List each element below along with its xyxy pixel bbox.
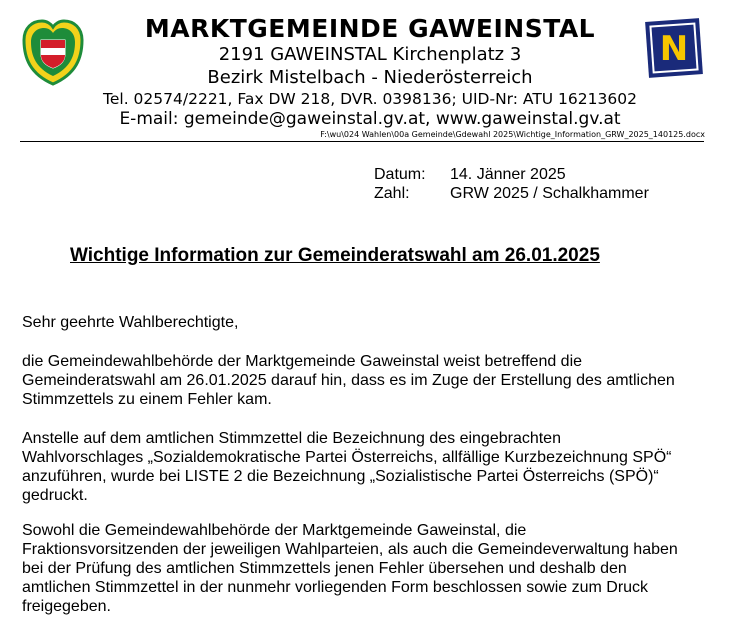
paragraph-line: Wahlvorschlages „Sozialdemokratische Partei Österreichs, allfällige Kurzbezeichnung SPÖ“ — [22, 449, 672, 466]
paragraph-3 — [22, 521, 727, 616]
date-value: 14. Jänner 2025 — [450, 166, 566, 183]
date-label: Datum: — [374, 166, 426, 183]
paragraph-line: Fraktionsvorsitzenden der jeweiligen Wahlparteien, als auch die Gemeindeverwaltung haben — [22, 541, 678, 558]
reference-value: GRW 2025 / Schalkhammer — [450, 185, 649, 202]
paragraph-line: Stimmzettels zu einem Fehler kam. — [22, 391, 272, 408]
header-divider — [20, 141, 704, 142]
paragraph-line: die Gemeindewahlbehörde der Marktgemeinde Gaweinstal weist betreffend die — [22, 353, 583, 370]
paragraph-1 — [22, 352, 727, 409]
svg-text:N: N — [659, 29, 689, 69]
paragraph-line: freigegeben. — [22, 598, 111, 615]
paragraph-line: anzuführen, wurde bei LISTE 2 die Bezeichnung „Sozialistische Partei Österreichs (SPÖ)“ — [22, 468, 659, 485]
paragraph-line: Sowohl die Gemeindewahlbehörde der Marktgemeinde Gaweinstal, die — [22, 522, 527, 539]
email-web-line: E-mail: gemeinde@gaweinstal.gv.at, www.gaweinstal.gv.at — [119, 109, 621, 129]
paragraph-line: amtlichen Stimmzettel in der nunmehr vorliegenden Form beschlossen sowie zum Druck — [22, 579, 649, 596]
paragraph-line: bei der Prüfung des amtlichen Stimmzettels jenen Fehler übersehen und deshalb den — [22, 560, 627, 577]
paragraph-line: gedruckt. — [22, 487, 88, 504]
reference-label: Zahl: — [374, 185, 410, 202]
contact-line: Tel. 02574/2221, Fax DW 218, DVR. 0398136; UID-Nr: ATU 16213602 — [103, 90, 637, 108]
address-line-2: Bezirk Mistelbach - Niederösterreich — [207, 67, 533, 88]
niederoesterreich-logo-icon — [645, 18, 703, 78]
municipal-crest-icon — [22, 18, 84, 86]
organization-name: MARKTGEMEINDE GAWEINSTAL — [144, 14, 596, 43]
file-path: F:\wu\024 Wahlen\00a Gemeinde\Gdewahl 2025\Wichtige_Information_GRW_2025_140125.docx — [320, 130, 705, 139]
paragraph-line: Gemeinderatswahl am 26.01.2025 darauf hin, dass es im Zuge der Erstellung des amtlichen — [22, 372, 675, 389]
document-title: Wichtige Information zur Gemeinderatswahl am 26.01.2025 — [70, 245, 600, 266]
salutation: Sehr geehrte Wahlberechtigte, — [22, 314, 239, 331]
address-line-1: 2191 GAWEINSTAL Kirchenplatz 3 — [218, 44, 522, 65]
paragraph-line: Anstelle auf dem amtlichen Stimmzettel die Bezeichnung des eingebrachten — [22, 430, 561, 447]
paragraph-2 — [22, 429, 727, 505]
